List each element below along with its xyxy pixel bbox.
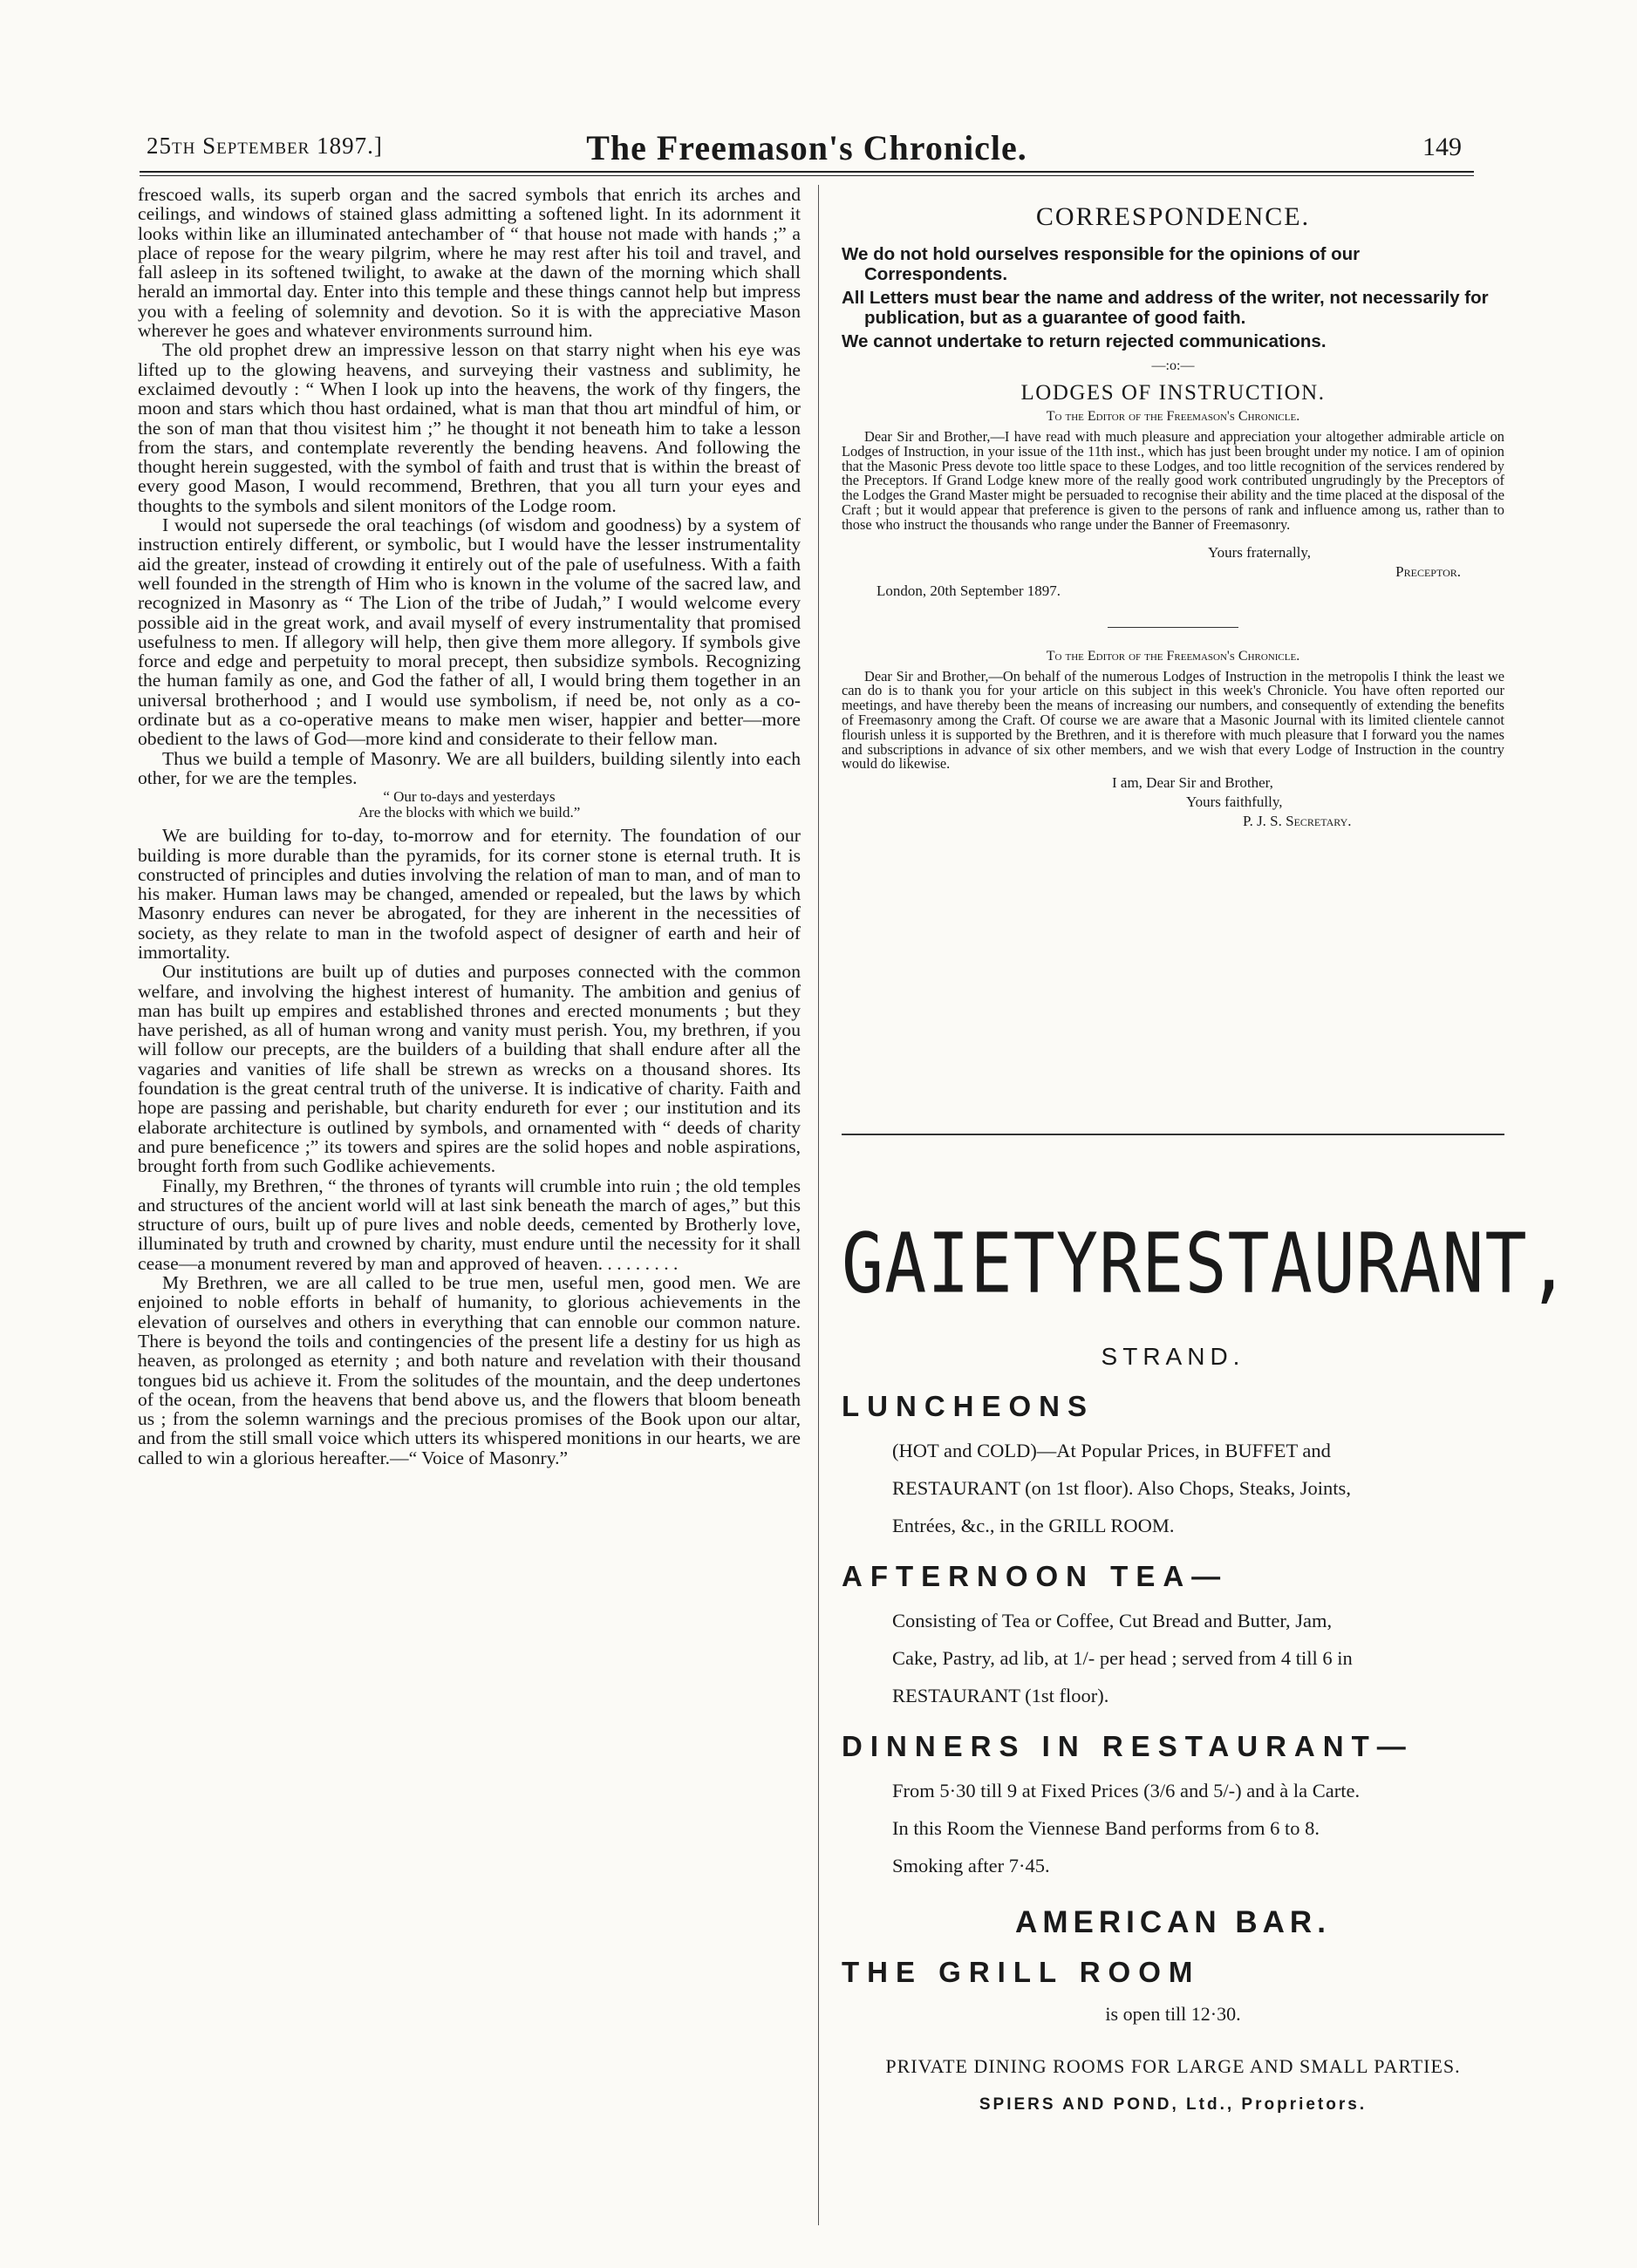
letter-closing: Yours fraternally, (1208, 543, 1312, 561)
article-paragraph: Thus we build a temple of Masonry. We are all builders, building silently into each other, for we are the temples. (138, 747, 801, 788)
issue-date: 25th September 1897.] (147, 133, 383, 159)
publication-title: The Freemason's Chronicle. (586, 128, 1027, 167)
text-line: Smoking after 7·45. (892, 1855, 1050, 1876)
private-rooms-notice: PRIVATE DINING ROOMS FOR LARGE AND SMALL PARTIES. (885, 2055, 1461, 2077)
dinners-heading: DINNERS IN RESTAURANT— (842, 1730, 1414, 1762)
restaurant-advertisement (842, 1216, 1571, 2115)
text-line: RESTAURANT (1st floor). (892, 1685, 1109, 1706)
grill-room-heading: THE GRILL ROOM (842, 1956, 1201, 1988)
editorial-notice: All Letters must bear the name and address of the writer, not necessarily for publication, but as a guarantee of good faith. (842, 288, 1489, 328)
verse-line: “ Our to-days and yesterdays (383, 788, 556, 806)
dinners-text (842, 1772, 1504, 1884)
article-paragraph: My Brethren, we are all called to be true men, useful men, good men. We are enjoined to noble efforts in behalf of humanity, to glorious achievements in the elevation of ourselves and others in everything that can ennoble our common nature. There is beyond the toils and contingencies of the present life a destiny for us high as heaven, as prolonged as eternity ; and both nature and revelation with their thousand tongues bid us achieve it. From the solitudes of the mountain, and the deep undertones of the ocean, from the heavens that bend above us, and the flowers that bloom beneath us ; from the solemn warnings and the precious promises of the Book upon our altar, and from the still small voice which utters its whispered monitions in our hearts, we are called to win a glorious hereafter.—“ Voice of Masonry.” (138, 1272, 801, 1468)
restaurant-name-word: RESTAURANT, (1098, 1216, 1571, 1311)
text-line: (HOT and COLD)—At Popular Prices, in BUFFET and (892, 1440, 1331, 1461)
text-line: Consisting of Tea or Coffee, Cut Bread and Butter, Jam, (892, 1610, 1333, 1631)
restaurant-name (842, 1216, 1571, 1311)
column-divider (818, 185, 819, 2225)
ornament-separator: —:o:— (1151, 358, 1195, 373)
text-line: RESTAURANT (on 1st floor). Also Chops, Steaks, Joints, (892, 1477, 1351, 1499)
letter-closing: I am, Dear Sir and Brother, (1112, 774, 1273, 792)
letter-addressee: To the Editor of the Freemason's Chronicle. (1046, 409, 1300, 424)
page-header (140, 128, 1474, 171)
letter-place-date: London, 20th September 1897. (876, 582, 1061, 599)
article-paragraph: Finally, my Brethren, “ the thrones of tyrants will crumble into ruin ; the old temples and structures of the ancient world will at last sink beneath the march of ages,” but this structure of ours, built up of pure lives and noble deeds, cemented by Brotherly love, illuminated by truth and crowned by charity, must endure until the necessity for it shall cease—a monument revered by man and approved of heaven. . . . . . . . . (138, 1175, 801, 1274)
luncheons-heading: LUNCHEONS (842, 1390, 1095, 1422)
verse-quote (138, 789, 801, 821)
afternoon-tea-text (842, 1602, 1504, 1714)
letter-body: Dear Sir and Brother,—On behalf of the numerous Lodges of Instruction in the metropolis I think the least we can do is to thank you for your article on this subject in this week's Chronicle. You have often reported our meetings, and have thereby been the means of increasing our numbers, and consequently of extending the benefits of Freemasonry among the Craft. Of course we are aware that a Masonic Journal with its limited clientele cannot flourish unless it is supported by the Brethren, and it is therefore with much pleasure that I forward you the names and subscriptions in advance of six other members, and we wish that every Lodge of Instruction in the country would do likewise. (842, 667, 1504, 773)
letter-body: Dear Sir and Brother,—I have read with much pleasure and appreciation your altogether admirable article on Lodges of Instruction, in your issue of the 11th inst., which has just been brought under my notice. I am of opinion that the Masonic Press devote too little space to these Lodges, and too little recognition of the services rendered by the Preceptors. If Grand Lodge knew more of the really good work contributed ungrudingly by the Preceptors of the Lodges the Grand Master might be persuaded to recognise their ability and the time placed at the disposal of the Craft ; but it would appear that preference is given to the persons of rank and influence among us, rather than to those who instruct the thousands who range under the Banner of Freemasonry. (842, 428, 1504, 533)
proprietors-line: SPIERS AND POND, Ltd., Proprietors. (979, 2095, 1368, 2114)
header-rule (140, 171, 1474, 173)
article-column (138, 185, 801, 1468)
american-bar-heading: AMERICAN BAR. (1015, 1905, 1331, 1939)
article-paragraph: I would not supersede the oral teachings (of wisdom and goodness) by a system of instruction entirely different, or symbolic, but I would have the lesser instrumentality aid the greater, instead of crowding it entirely out of the pale of usefulness. With a faith well founded in the strength of Him who is known in the volume of the sacred law, and recognized in Masonry as “ The Lion of the tribe of Judah,” I would welcome every possible aid in the great work, and avail myself of every instrumentality that promised usefulness to men. If allegory will help, then give them more allegory. If symbols give force and edge and perpetuity to moral precept, then subsidize symbols. Recognizing the human family as one, and God the father of all, I would bring them together in an universal brotherhood ; and I would use symbolism, if need be, not only as a co-ordinate but as a co-operative means to make men wiser, happier and better—more obedient to the laws of God—more kind and considerate to their fellow man. (138, 514, 801, 750)
editorial-notice: We cannot undertake to return rejected communications. (842, 331, 1327, 351)
letter-addressee: To the Editor of the Freemason's Chronicle. (1046, 648, 1300, 664)
text-line: In this Room the Viennese Band performs from 6 to 8. (892, 1817, 1320, 1839)
restaurant-name-word: GAIETY (842, 1216, 1099, 1311)
restaurant-location: STRAND. (1101, 1343, 1245, 1370)
letter-closing: Yours faithfully, (1186, 793, 1283, 811)
afternoon-tea-heading: AFTERNOON TEA— (842, 1560, 1229, 1592)
section-rule (842, 1134, 1504, 1135)
article-paragraph: The old prophet drew an impressive lesson on that starry night when his eye was lifted up to the glowing heavens, and surveying their vastness and sublimity, he exclaimed devoutly : “ When I look up into the heavens, the work of thy fingers, the moon and stars which thou hast ordained, what is man that thou art mindful of him, or the son of man that thou visitest him ;” he thought it not beneath him to take a lesson from the stars, and contemplate reverently the bending heavens. And following the thought herein suggested, with the symbol of faith and trust that is within the breast of every good Mason, I would recommend, Brethren, that you all turn your eyes and thoughts to the symbols and silent monitors of the Lodge room. (138, 339, 801, 516)
verse-line: Are the blocks with which we build.” (358, 804, 581, 821)
article-paragraph: frescoed walls, its superb organ and the sacred symbols that enrich its arches and ceilings, and windows of stained glass admitting a softened light. In its adornment it looks within like an illuminated antechamber of “ that house not made with hands ;” a place of repose for the weary pilgrim, where he may rest after his toil and travel, and fall asleep in its softened twilight, to awake at the dawn of the morning which shall herald an immortal day. Enter into this temple and these things cannot help but impress you with a feeling of solemnity and devotion. So it is with the appreciative Mason wherever he goes and whatever environments surround him. (138, 184, 801, 342)
text-line: Cake, Pastry, ad lib, at 1/- per head ; served from 4 till 6 in (892, 1647, 1353, 1669)
correspondence-section (842, 185, 1504, 831)
editorial-notice: We do not hold ourselves responsible for the opinions of our Correspondents. (842, 244, 1361, 284)
letter-divider (1108, 627, 1238, 628)
grill-room-hours: is open till 12·30. (1105, 2003, 1241, 2025)
text-line: From 5·30 till 9 at Fixed Prices (3/6 and 5/-) and à la Carte. (892, 1780, 1361, 1801)
letter-signature: Preceptor. (1395, 562, 1461, 580)
article-paragraph: We are building for to-day, to-morrow and for eternity. The foundation of our building is more durable than the pyramids, for its corner stone is eternal truth. It is constructed of principles and duties involving the relation of man to man, and of man to his maker. Human laws may be changed, amended or repealed, but the laws by which Masonry endures can never be abrogated, for they are inherent in the necessities of society, as they relate to man in the twofold aspect of designer of earth and heir of immortality. (138, 825, 801, 963)
letter-heading: LODGES OF INSTRUCTION. (1020, 381, 1326, 405)
luncheons-text (842, 1432, 1504, 1544)
article-paragraph: Our institutions are built up of duties and purposes connected with the common welfare, and involving the highest interest of humanity. The ambition and genius of man has built up empires and established thrones and erected monuments ; but they have perished, as all of human wrong and vanity must perish. You, my brethren, if you will follow our precepts, are the builders of a building that shall endure after all the vagaries and vanities of life shall be strewn as wrecks on a thousand shores. Its foundation is the great central truth of the universe. It is indicative of charity. Faith and hope are passing and perishable, but charity endureth for ever ; our institution and its elaborate architecture is outlined by symbols, and ornamented with “ deeds of charity and pure beneficence ;” its towers and spires are the solid hopes and noble aspirations, brought forth from such Godlike achievements. (138, 961, 801, 1177)
page-number: 149 (1422, 133, 1462, 161)
text-line: Entrées, &c., in the GRILL ROOM. (892, 1515, 1175, 1536)
correspondence-title: CORRESPONDENCE. (1035, 202, 1311, 231)
letter-signature: P. J. S. Secretary. (1243, 813, 1352, 830)
header-rule-thin (140, 175, 1474, 176)
